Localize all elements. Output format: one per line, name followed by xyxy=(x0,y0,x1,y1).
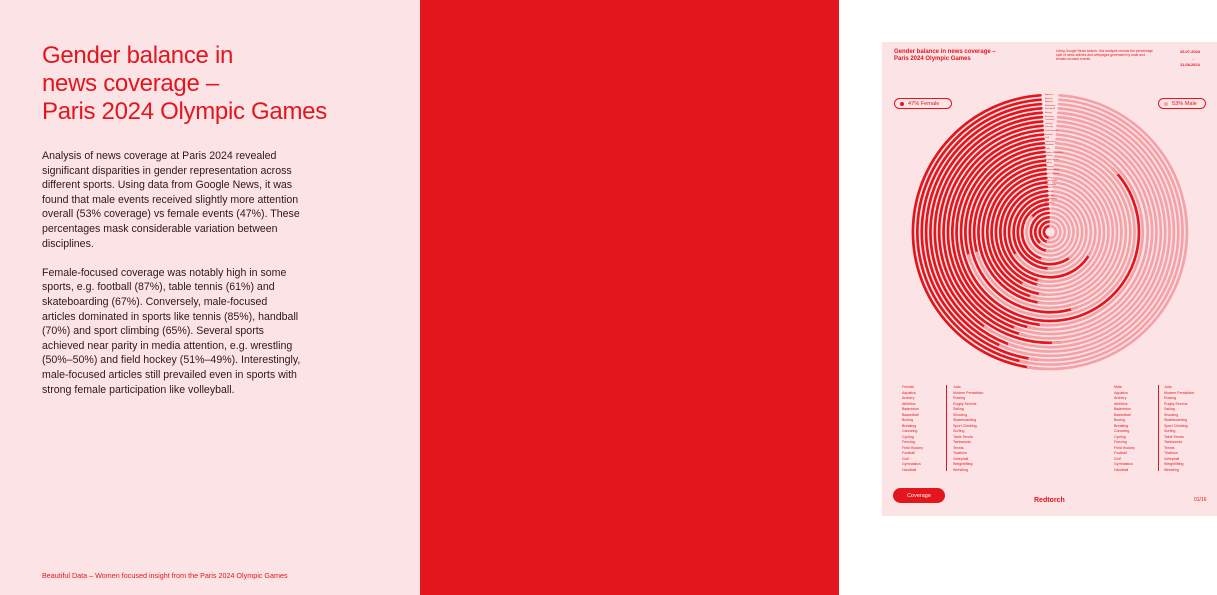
male-dot-icon xyxy=(1164,102,1168,106)
list-item: Football xyxy=(1114,451,1127,455)
spoke-label: Triathlon xyxy=(1045,191,1054,194)
spoke-label: Taekwondo xyxy=(1045,183,1057,186)
male-list-col-1 xyxy=(1114,385,1135,473)
list-header: Male xyxy=(1114,385,1122,389)
list-item: Football xyxy=(902,451,915,455)
infographic-poster xyxy=(882,42,1217,516)
list-item: Cycling xyxy=(1114,434,1126,439)
spoke-label: Handball xyxy=(1045,144,1054,147)
page-number: 5 xyxy=(1211,571,1215,580)
list-item: Sailing xyxy=(953,407,964,411)
list-item: Boxing xyxy=(902,418,913,422)
spoke-label: Football xyxy=(1045,133,1053,136)
list-item: Surfing xyxy=(1164,429,1176,433)
spoke-label: Tennis xyxy=(1045,187,1052,190)
list-item: Rugby Sevens xyxy=(1164,401,1188,406)
spoke-label: Table Tennis xyxy=(1045,180,1058,183)
list-item: Surfing xyxy=(953,429,965,433)
male-arc-wrestling xyxy=(1050,226,1056,238)
list-item: Basketball xyxy=(902,412,919,417)
spoke-label: Fencing xyxy=(1045,126,1053,129)
page-title xyxy=(42,42,402,126)
spoke-label: Sailing xyxy=(1045,162,1052,165)
male-legend-label: 53% Male xyxy=(1172,100,1197,107)
list-item: Canoeing xyxy=(902,429,918,433)
list-item: Basketball xyxy=(1114,412,1131,417)
male-legend-pill xyxy=(1158,98,1206,109)
poster-title xyxy=(894,49,1024,63)
list-item: Fencing xyxy=(1114,440,1127,444)
female-legend-pill xyxy=(894,98,952,109)
title-line-3: Paris 2024 Olympic Games xyxy=(42,98,327,125)
list-item: Wrestling xyxy=(953,467,968,472)
list-item: Weightlifting xyxy=(953,462,973,466)
spoke-label: Sport Climbing xyxy=(1045,173,1060,176)
list-item: Cycling xyxy=(902,434,914,439)
poster-description: Using Google News search, this analysis reveals the percentage split of news articles and webpages generated by male and female-focused events. xyxy=(1056,49,1153,62)
list-item: Triathlon xyxy=(1164,451,1178,455)
spoke-label: Volleyball xyxy=(1045,194,1055,197)
male-list-divider xyxy=(1158,385,1159,471)
female-list-col-1 xyxy=(902,385,923,473)
spoke-label: Breaking xyxy=(1045,115,1054,118)
poster-page-number: 01/16 xyxy=(1194,497,1207,503)
paragraph-2: Female-focused coverage was notably high in some sports, e.g. football (87%), table tennis (61%) and skateboarding (67%). Conversely, male-focused articles dominated in sports like tennis (85%), handball (70%) and sport climbing (65%). Several sports achieved near parity in media attention, e.g. wrestling (50%–50%) and field hockey (51%–49%). Interestingly, male-focused articles still prevailed even in sports with strong female participation like volleyball. xyxy=(42,266,301,396)
list-item: Badminton xyxy=(902,407,920,411)
poster-title-line-1: Gender balance in news coverage – xyxy=(894,49,996,55)
list-item: Aquatics xyxy=(1114,390,1128,395)
female-legend-label: 47% Female xyxy=(908,100,940,107)
list-item: Table Tennis xyxy=(1164,434,1184,439)
list-item: Rugby Sevens xyxy=(953,401,977,406)
spoke-label: Athletics xyxy=(1045,101,1054,104)
list-item: Judo xyxy=(953,385,961,389)
list-item: Canoeing xyxy=(1114,429,1130,433)
poster-date-dash: – xyxy=(1192,56,1195,61)
list-item: Badminton xyxy=(1114,407,1132,411)
list-item: Modern Pentathlon xyxy=(953,390,984,395)
list-item: Taekwondo xyxy=(1164,440,1183,444)
spoke-label: Judo xyxy=(1045,147,1050,150)
poster-title-line-2: Paris 2024 Olympic Games xyxy=(894,56,971,62)
female-list-col-2 xyxy=(953,385,983,473)
spoke-label: Surfing xyxy=(1045,176,1052,179)
spoke-label: Gymnastics xyxy=(1045,140,1057,143)
list-item: Archery xyxy=(1114,396,1127,400)
list-item: Aquatics xyxy=(902,390,916,395)
list-item: Golf xyxy=(1114,456,1121,461)
list-item: Gymnastics xyxy=(1114,462,1133,466)
poster-date-start: 26.07.2024 xyxy=(1180,49,1201,54)
list-item: Field Hockey xyxy=(1114,445,1135,450)
list-item: Handball xyxy=(902,467,917,472)
title-line-2: news coverage – xyxy=(42,70,219,97)
list-header: Female xyxy=(902,385,914,389)
left-page xyxy=(0,0,420,595)
list-item: Volleyball xyxy=(1164,456,1180,461)
list-item: Modern Pentathlon xyxy=(1164,390,1195,395)
spoke-label: Canoeing xyxy=(1045,119,1055,122)
spoke-label: Boxing xyxy=(1045,111,1052,114)
list-item: Breaking xyxy=(1114,423,1129,428)
female-dot-icon xyxy=(900,102,904,106)
list-item: Fencing xyxy=(902,440,915,444)
list-item: Field Hockey xyxy=(902,445,923,450)
spoke-label: Rugby Sevens xyxy=(1045,158,1060,161)
list-item: Shooting xyxy=(1164,412,1179,417)
spoke-label: Archery xyxy=(1045,97,1053,100)
list-item: Athletics xyxy=(902,401,916,406)
list-item: Sailing xyxy=(1164,407,1175,411)
footer-text: Beautiful Data – Women focused insight from the Paris 2024 Olympic Games xyxy=(42,571,288,580)
list-item: Skateboarding xyxy=(953,418,977,422)
list-item: Taekwondo xyxy=(953,440,972,444)
spoke-label: Modern Pentathlon xyxy=(1045,151,1064,154)
list-item: Rowing xyxy=(1164,396,1176,400)
female-arc-wrestling xyxy=(1044,226,1050,238)
male-list-col-2 xyxy=(1164,385,1194,473)
list-item: Weightlifting xyxy=(1164,462,1184,466)
title-line-1: Gender balance in xyxy=(42,42,234,69)
list-item: Skateboarding xyxy=(1164,418,1188,422)
list-item: Sport Climbing xyxy=(953,423,977,428)
list-item: Boxing xyxy=(1114,418,1125,422)
spoke-label: Basketball xyxy=(1045,108,1056,111)
spoke-label: Shooting xyxy=(1045,165,1054,168)
category-spoke-labels xyxy=(1045,94,1064,205)
spoke-label: Cycling xyxy=(1045,122,1053,125)
female-list-divider xyxy=(946,385,947,471)
list-item: Triathlon xyxy=(953,451,967,455)
list-item: Archery xyxy=(902,396,915,400)
spoke-label: Rowing xyxy=(1045,155,1053,158)
body-text xyxy=(42,149,302,412)
coverage-button[interactable]: Coverage xyxy=(893,488,945,503)
list-item: Golf xyxy=(902,456,909,461)
spoke-label: Wrestling xyxy=(1045,201,1055,204)
spoke-label: Field Hockey xyxy=(1045,129,1058,132)
redtorch-logo: Redtorch xyxy=(1034,497,1065,504)
spoke-label: Badminton xyxy=(1045,104,1056,107)
spoke-label: Golf xyxy=(1045,137,1050,140)
paragraph-1: Analysis of news coverage at Paris 2024 revealed significant disparities in gender representation across different sports. Using data from Google News, it was found that male events received slightly more attention overall (53% coverage) vs female events (47%). These percentages mask considerable variation between disciplines. xyxy=(42,150,300,250)
list-item: Tennis xyxy=(1164,445,1175,450)
list-item: Handball xyxy=(1114,467,1129,472)
poster-date-end: 11.08.2024 xyxy=(1180,62,1200,67)
list-item: Sport Climbing xyxy=(1164,423,1188,428)
list-item: Table Tennis xyxy=(953,434,973,439)
list-item: Shooting xyxy=(953,412,968,417)
list-item: Tennis xyxy=(953,445,964,450)
list-item: Wrestling xyxy=(1164,467,1179,472)
spoke-label: Skateboarding xyxy=(1045,169,1060,172)
spoke-label: Weightlifting xyxy=(1045,198,1057,201)
list-item: Judo xyxy=(1164,385,1172,389)
list-item: Athletics xyxy=(1114,401,1128,406)
list-item: Rowing xyxy=(953,396,965,400)
right-page xyxy=(420,0,1215,595)
spoke-label: Aquatics xyxy=(1045,94,1054,96)
list-item: Gymnastics xyxy=(902,462,921,466)
list-item: Volleyball xyxy=(953,456,969,461)
list-item: Breaking xyxy=(902,423,917,428)
